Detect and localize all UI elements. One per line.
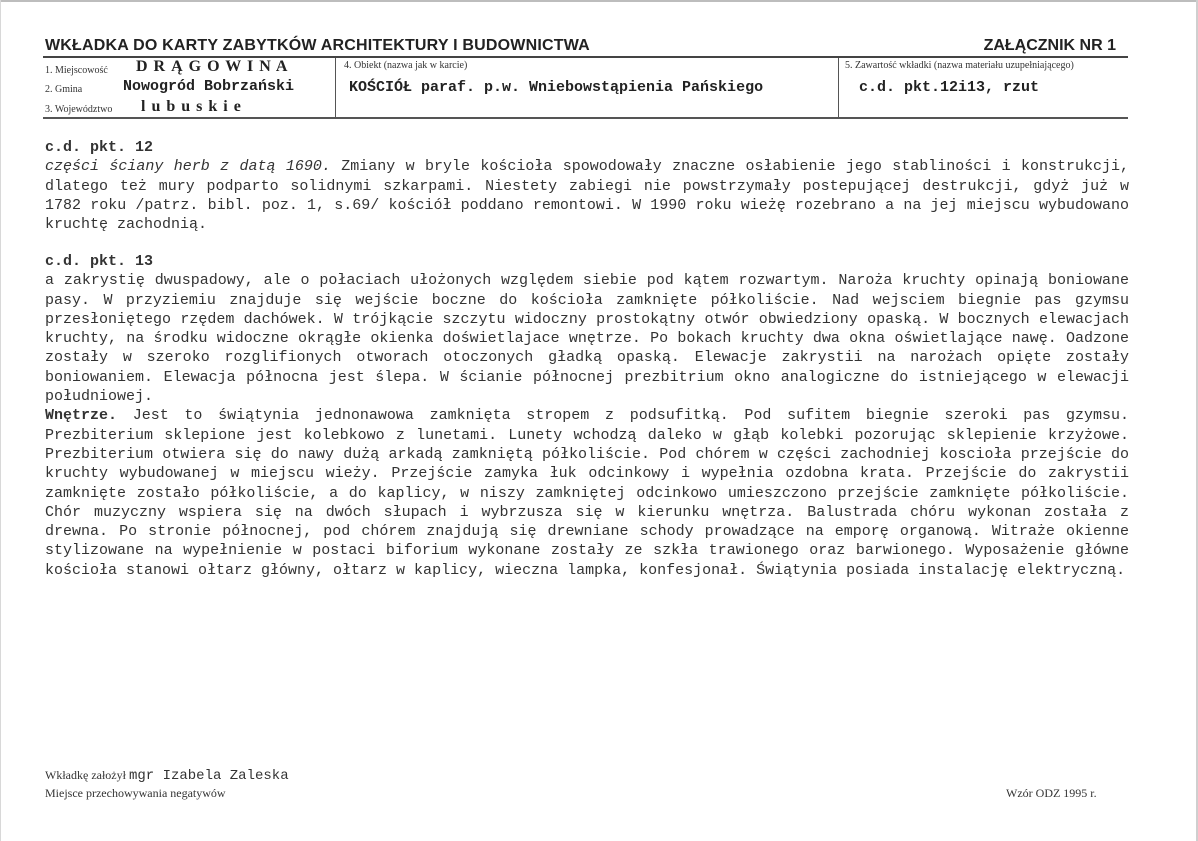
voivodeship-value: l u b u s k i e [141,98,242,115]
commune-label: 2. Gmina [45,84,83,95]
column-divider-2 [838,58,839,117]
section-12-heading: c.d. pkt. 12 [45,139,154,156]
section-13 [45,252,1129,580]
page-top-border [0,0,1198,2]
section-13-text-interior: Jest to świątynia jednonawowa zamknięta stropem z podsufitką. Pod sufitem biegnie szeroki pas gzymsu. Prezbiterium sklepione jest kolebkowo z lunetami. Lunety wchodzą daleko w głąb kolebki pozorując sklepienie krzyżowe. Prezbiterium otwiera się do nawy dużą arkadą zamkniętą półkoliście. Pod chórem w części zachodniej koscioła przejście do kruchty wybudowanej w miejscu wieży. Przejście zamyka łuk odcinkowy i wypełnia ozdobna krata. Przejście do zakrystii zamknięte zostało półkoliście, a do kaplicy, w niszy zamkniętej odcinkowo umieszczono przejście zamknięte półkoliście. Chór muzyczny wspiera się na dwóch słupach i wybrzusza się w kierunku wnętrza. Balustrada chóru wykonan została z drewna. Po stronie północnej, pod chórem znajdują się drewniane schody prowadzące na emporę organową. Witraże okienne stylizowane na wypełnienie w postaci biforium wykonane zostały ze szkła trawionego oraz barwionego. Wyposażenie główne kościoła stanowi ołtarz główny, ołtarz w kaplicy, wieczna lampka, konfesjonał. Świątynia posiada instalację elektryczną. [45,407,1129,579]
section-12-text: Zmiany w bryle kościoła spowodowały znaczne osłabienie jego stabliności i konstrukcji, dlatego też mury podparto solidnymi szkarpami. Niestety zabiegi nie powstrzymały postepującej destrukcji, gdyż już w 1782 roku /patrz. bibl. poz. 1, s.69/ kościół poddano remontowi. W 1990 roku wieżę rozebrano a na jej miejscu wybudowano kruchtę zachodnią. [45,158,1129,234]
section-13-heading: c.d. pkt. 13 [45,253,154,270]
page-left-border [0,0,1,841]
section-12-italic-lead: części ściany herb z datą 1690. [45,158,331,176]
insert-content-value: c.d. pkt.12i13, rzut [859,79,1040,96]
locality-label: 1. Miejscowość [45,65,108,76]
insert-content-label: 5. Zawartość wkładki (nazwa materiału uzupełniającego) [845,60,1074,71]
template-version: Wzór ODZ 1995 r. [1006,786,1097,800]
annex-number: ZAŁĄCZNIK NR 1 [983,37,1116,54]
section-12 [45,138,1129,234]
object-value: KOŚCIÓŁ paraf. p.w. Wniebowstąpienia Pańskiego [349,79,764,96]
form-bottom-rule [43,117,1128,119]
commune-value: Nowogród Bobrzański [123,78,295,95]
voivodeship-label: 3. Województwo [45,104,113,115]
column-divider-1 [335,58,336,117]
author-value: mgr Izabela Zaleska [128,768,289,784]
author-label: Wkładkę założył [45,768,126,782]
form-title: WKŁADKA DO KARTY ZABYTKÓW ARCHITEKTURY I BUDOWNICTWA [45,37,590,54]
section-13-interior-heading: Wnętrze. [45,407,118,425]
negatives-storage-label: Miejsce przechowywania negatywów [45,786,226,800]
author-line [45,768,289,784]
section-13-text-exterior: a zakrystię dwuspadowy, ale o połaciach ułożonych względem siebie pod kątem rozwartym. Naroża kruchty opinają boniowane pasy. W przyziemiu znajduje się wejście boczne do kościoła zamknięte półkoliście. Nad wejsciem biegnie pas gzymsu przesłoniętego rzędem dachówek. W trójkącie szczytu widoczny prostokątny otwór obwiedziony opaską. W bocznych elewacjach kruchty, na środku widoczne okrągłe okienka doświetlajace wnętrze. Po bokach kruchty dwa okna oświetlające nawę. Oadzone zostały w szeroko rozglifionych otworach otoczonych gładką opaską. Elewacje zakrystii na narożach opięte zostały boniowaniem. Elewacja północna jest ślepa. W ścianie północnej prezbitrium okno analogiczne do istniejącego w elewacji południowej. [45,272,1129,406]
object-label: 4. Obiekt (nazwa jak w karcie) [344,60,468,71]
locality-value: D R Ą G O W I N A [136,58,289,75]
